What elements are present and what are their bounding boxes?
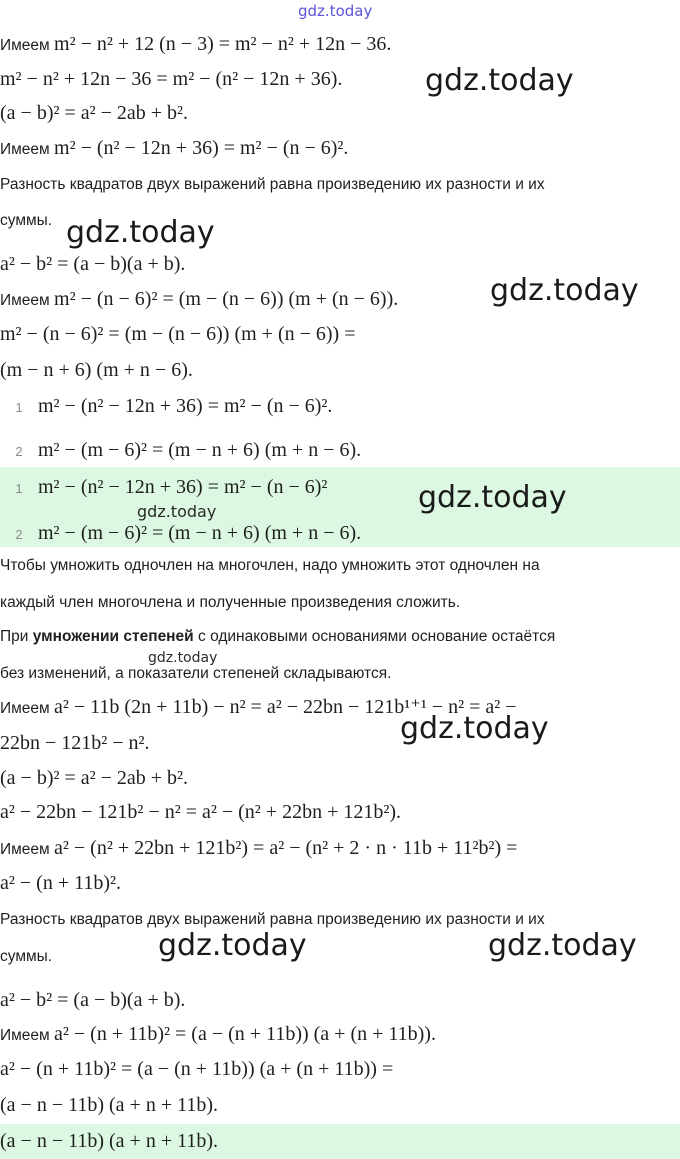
line-formula-diff-squares: a² − b² = (a − b)(a + b). [0,253,186,275]
p2-text-difference: Разность квадратов двух выражений равна произведению их разности и их [0,911,545,928]
answer-item-1: 1 m² − (n² − 12n + 36) = m² − (n − 6)². [15,395,333,417]
watermark-top: gdz.today [298,2,373,20]
line-1: Имеем m² − n² + 12 (n − 3) = m² − n² + 12n − 36. [0,33,392,55]
watermark-3: gdz.today [490,273,639,308]
watermark-1: gdz.today [425,63,574,98]
text-sums: суммы. [0,212,53,229]
p2-line-1: Имеем a² − 11b (2n + 11b) − n² = a² − 22bn − 121b¹⁺¹ − n² = a² − [0,696,517,718]
p2-line-2: 22bn − 121b² − n². [0,732,150,754]
watermark-8: gdz.today [158,928,307,963]
p2-line-4: a² − 22bn − 121b² − n² = a² − (n² + 22bn + 121b²). [0,801,402,823]
highlight-answer-1: 1 m² − (n² − 12n + 36) = m² − (n − 6)² [15,476,328,498]
watermark-5: gdz.today [137,502,217,521]
p2-line-3: (a − b)² = a² − 2ab + b². [0,767,189,789]
p2-line-11: a² − (n + 11b)² = (a − (n + 11b)) (a + (n + 11b)) = [0,1058,394,1080]
p2-formula-diff-squares: a² − b² = (a − b)(a + b). [0,989,186,1011]
text-difference-of-squares: Разность квадратов двух выражений равна произведению их разности и их [0,176,545,193]
rule2-line-2: без изменений, а показатели степеней складываются. [0,665,392,682]
rule2-bold: умножении степеней [32,628,194,645]
rule2-line-1: При умножении степеней с одинаковыми основаниями основание остаётся [0,628,556,645]
line-10: (m − n + 6) (m + n − 6). [0,359,193,381]
watermark-9: gdz.today [488,928,637,963]
line-2: m² − n² + 12n − 36 = m² − (n² − 12n + 36). [0,68,343,90]
line-9: m² − (n − 6)² = (m − (n − 6)) (m + (n − 6)) = [0,323,356,345]
rule1-line-1: Чтобы умножить одночлен на многочлен, надо умножить этот одночлен на [0,557,540,574]
p2-text-sums: суммы. [0,948,53,965]
watermark-6: gdz.today [148,650,218,666]
p2-line-6: a² − (n + 11b)². [0,872,122,894]
highlight-answer-2: 2 m² − (m − 6)² = (m − n + 6) (m + n − 6). [15,522,362,544]
p2-line-5: Имеем a² − (n² + 22bn + 121b²) = a² − (n² + 2 · n · 11b + 11²b²) = [0,837,518,859]
watermark-2: gdz.today [66,215,215,250]
line-8: Имеем m² − (n − 6)² = (m − (n − 6)) (m + (n − 6)). [0,288,399,310]
final-answer: (a − n − 11b) (a + n + 11b). [0,1130,219,1152]
p2-line-10: Имеем a² − (n + 11b)² = (a − (n + 11b)) (a + (n + 11b)). [0,1023,436,1045]
rule1-line-2: каждый член многочлена и полученные произведения сложить. [0,594,461,611]
line-3: (a − b)² = a² − 2ab + b². [0,102,189,124]
watermark-7: gdz.today [400,711,549,746]
p2-line-12: (a − n − 11b) (a + n + 11b). [0,1094,219,1116]
watermark-4: gdz.today [418,480,567,515]
answer-item-2: 2 m² − (m − 6)² = (m − n + 6) (m + n − 6). [15,439,362,461]
line-4: Имеем m² − (n² − 12n + 36) = m² − (n − 6)². [0,137,349,159]
